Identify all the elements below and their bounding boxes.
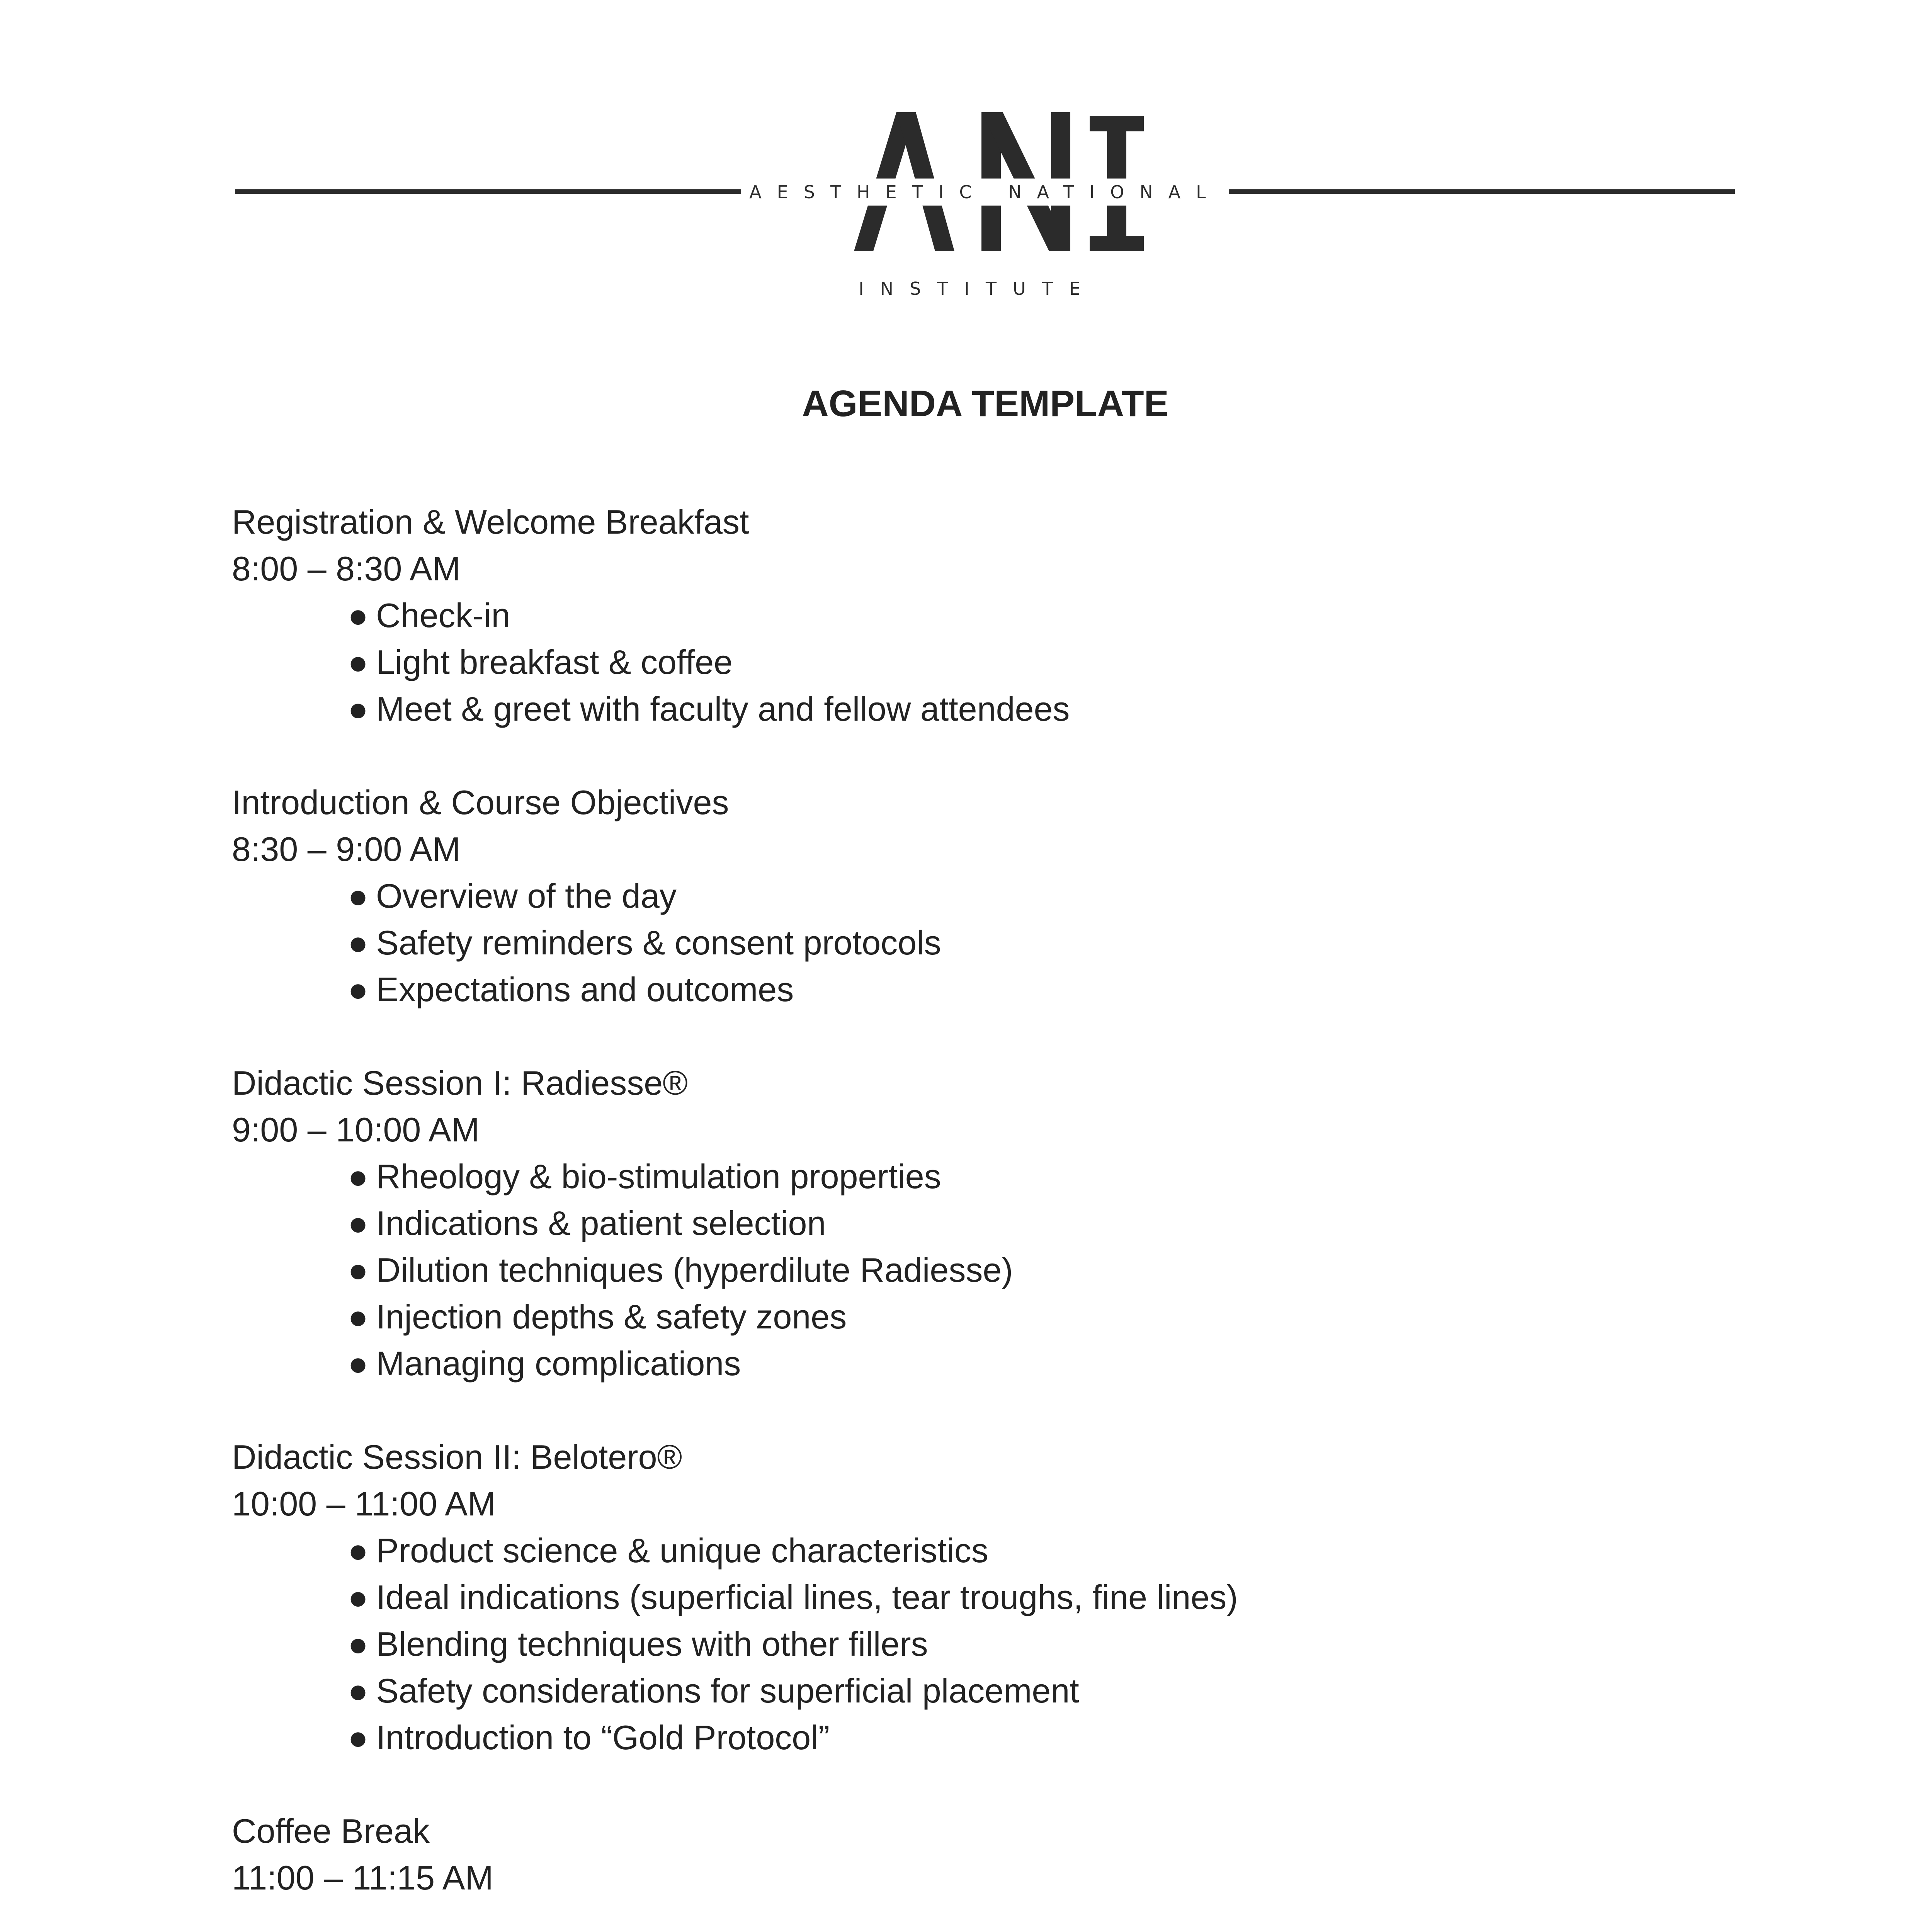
list-item (348, 685, 1777, 732)
bullet-icon: ● (348, 1672, 369, 1710)
session-title: Registration & Welcome Breakfast (232, 503, 749, 541)
list-item-text: Blending techniques with other fillers (376, 1625, 928, 1663)
list-item-text: Introduction to “Gold Protocol” (376, 1718, 830, 1757)
agenda-session (232, 1060, 1777, 1387)
list-item (348, 1574, 1777, 1621)
bullet-icon: ● (348, 1578, 369, 1616)
list-item (348, 1714, 1777, 1761)
session-title: Introduction & Course Objectives (232, 783, 729, 821)
agenda-session (232, 779, 1777, 1013)
session-bullet-list (232, 1527, 1777, 1761)
session-time: 10:00 – 11:00 AM (232, 1485, 496, 1523)
list-item (348, 1527, 1777, 1574)
bullet-icon: ● (348, 923, 369, 962)
bullet-icon: ● (348, 643, 369, 681)
list-item (348, 919, 1777, 966)
bullet-icon: ● (348, 1531, 369, 1570)
list-item-text: Injection depths & safety zones (376, 1298, 847, 1336)
list-item (348, 1621, 1777, 1667)
page-title: AGENDA TEMPLATE (802, 383, 1169, 424)
list-item-text: Dilution techniques (hyperdilute Radiesse) (376, 1251, 1013, 1289)
bullet-icon: ● (348, 877, 369, 915)
session-title: Didactic Session I: Radiesse® (232, 1064, 688, 1102)
session-time: 8:00 – 8:30 AM (232, 549, 461, 588)
list-item (348, 592, 1777, 639)
list-item (348, 1153, 1777, 1200)
session-bullet-list (232, 1153, 1777, 1387)
list-item (348, 872, 1777, 919)
bullet-icon: ● (348, 1251, 369, 1289)
session-title: Coffee Break (232, 1812, 430, 1850)
bullet-icon: ● (348, 1718, 369, 1757)
list-item-text: Meet & greet with faculty and fellow attendees (376, 690, 1070, 728)
list-item (348, 1200, 1777, 1247)
list-item-text: Light breakfast & coffee (376, 643, 733, 681)
session-time: 9:00 – 10:00 AM (232, 1111, 480, 1149)
list-item-text: Indications & patient selection (376, 1204, 826, 1242)
agenda-session (232, 1434, 1777, 1761)
list-item (348, 639, 1777, 685)
session-time: 8:30 – 9:00 AM (232, 830, 461, 868)
agenda-session (232, 1808, 1777, 1901)
list-item (348, 1340, 1777, 1387)
session-title: Didactic Session II: Belotero® (232, 1438, 682, 1476)
list-item-text: Product science & unique characteristics (376, 1531, 988, 1570)
session-time: 11:00 – 11:15 AM (232, 1859, 493, 1897)
list-item (348, 1247, 1777, 1293)
list-item-text: Safety reminders & consent protocols (376, 923, 941, 962)
bullet-icon: ● (348, 1157, 369, 1196)
logo-rule-left (235, 189, 741, 194)
session-bullet-list (232, 872, 1777, 1013)
bullet-icon: ● (348, 690, 369, 728)
agenda-list (232, 498, 1777, 1932)
bullet-icon: ● (348, 596, 369, 634)
list-item-text: Ideal indications (superficial lines, tear troughs, fine lines) (376, 1578, 1238, 1616)
bullet-icon: ● (348, 1298, 369, 1336)
list-item-text: Safety considerations for superficial placement (376, 1672, 1079, 1710)
logo-subtitle: INSTITUTE (859, 278, 1097, 299)
list-item (348, 966, 1777, 1013)
list-item-text: Managing complications (376, 1344, 741, 1383)
bullet-icon: ● (348, 1344, 369, 1383)
list-item-text: Check-in (376, 596, 510, 634)
list-item-text: Overview of the day (376, 877, 677, 915)
list-item (348, 1667, 1777, 1714)
logo-band-text: AESTHETIC NATIONAL (746, 179, 1225, 206)
bullet-icon: ● (348, 970, 369, 1009)
list-item (348, 1293, 1777, 1340)
logo (0, 0, 1932, 332)
bullet-icon: ● (348, 1204, 369, 1242)
agenda-session (232, 498, 1777, 732)
session-bullet-list (232, 592, 1777, 732)
logo-rule-right (1229, 189, 1735, 194)
list-item-text: Expectations and outcomes (376, 970, 794, 1009)
bullet-icon: ● (348, 1625, 369, 1663)
list-item-text: Rheology & bio-stimulation properties (376, 1157, 941, 1196)
